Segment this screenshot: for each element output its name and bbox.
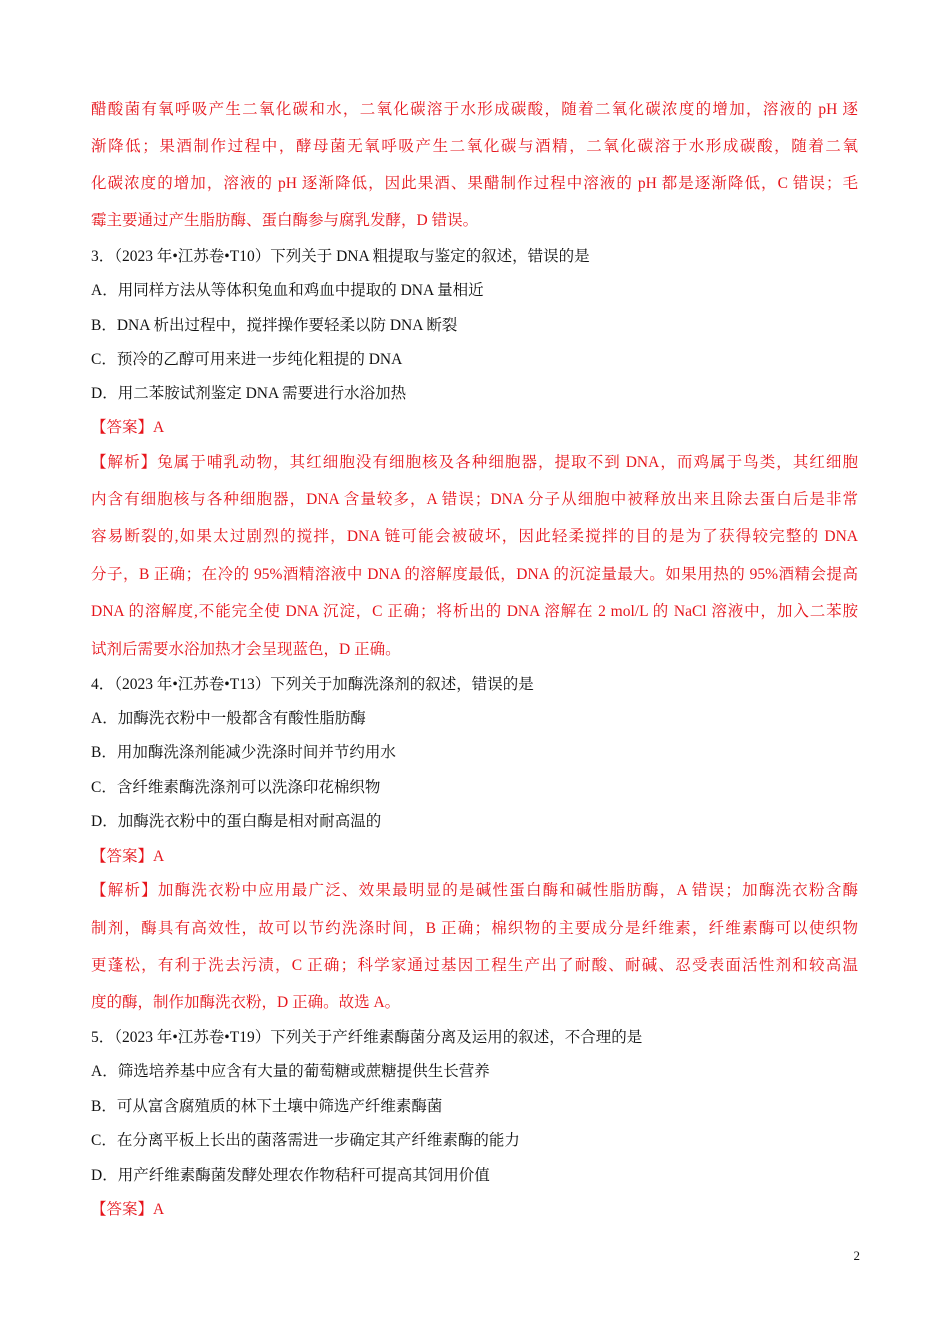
analysis-line	[91, 451, 858, 475]
option-d: D．加酶洗衣粉中的蛋白酶是相对耐高温的	[91, 813, 382, 830]
option-c: C．含纤维素酶洗涤剂可以洗涤印花棉织物	[91, 779, 381, 796]
option-d: D．用产纤维素酶菌发酵处理农作物秸秆可提高其饲用价值	[91, 1167, 490, 1184]
option-a: A．加酶洗衣粉中一般都含有酸性脂肪酶	[91, 710, 366, 727]
analysis-line: 度的酶，制作加酶洗衣粉，D 正确。故选 A。	[91, 994, 401, 1011]
answer-label: 【答案】	[91, 848, 154, 865]
analysis-line: 化碳浓度的增加，溶液的 pH 逐渐降低，因此果酒、果醋制作过程中溶液的 pH 都是逐渐降低，C 错误；毛	[91, 175, 858, 192]
answer-value: A	[153, 848, 165, 865]
question-stem: 3．（2023 年•江苏卷•T10）下列关于 DNA 粗提取与鉴定的叙述，错误的是	[91, 248, 590, 265]
answer-label: 【答案】	[91, 1201, 154, 1218]
option-a: A．筛选培养基中应含有大量的葡萄糖或蔗糖提供生长营养	[91, 1063, 490, 1080]
option-a: A．用同样方法从等体积兔血和鸡血中提取的 DNA 量相近	[91, 282, 484, 299]
analysis-line: 分子，B 正确；在冷的 95%酒精溶液中 DNA 的溶解度最低，DNA 的沉淀量最大。如果用热的 95%酒精会提高	[91, 566, 858, 583]
option-c: C．在分离平板上长出的菌落需进一步确定其产纤维素酶的能力	[91, 1132, 520, 1149]
analysis-line: 试剂后需要水浴加热才会呈现蓝色，D 正确。	[91, 641, 401, 658]
analysis-line: 容易断裂的,如果太过剧烈的搅拌，DNA 链可能会被破坏，因此轻柔搅拌的目的是为了获得较完整的 DNA	[91, 528, 858, 545]
analysis-line: DNA 的溶解度,不能完全使 DNA 沉淀，C 正确；将析出的 DNA 溶解在 2 mol/L 的 NaCl 溶液中，加入二苯胺	[91, 603, 858, 620]
analysis-text: 兔属于哺乳动物，其红细胞没有细胞核及各种细胞器，提取不到 DNA，而鸡属于鸟类，其红细胞	[157, 454, 858, 471]
answer-line	[91, 845, 858, 869]
analysis-line: 内含有细胞核与各种细胞器，DNA 含量较多，A 错误；DNA 分子从细胞中被释放出来且除去蛋白后是非常	[91, 491, 858, 508]
option-d: D．用二苯胺试剂鉴定 DNA 需要进行水浴加热	[91, 385, 407, 402]
analysis-line	[91, 879, 858, 903]
question-stem: 5．（2023 年•江苏卷•T19）下列关于产纤维素酶菌分离及运用的叙述，不合理的是	[91, 1029, 643, 1046]
analysis-line: 渐降低；果酒制作过程中，酵母菌无氧呼吸产生二氧化碳与酒精，二氧化碳溶于水形成碳酸，随着二氧	[91, 138, 858, 155]
analysis-label: 【解析】	[91, 454, 158, 471]
option-b: B．用加酶洗涤剂能减少洗涤时间并节约用水	[91, 744, 396, 761]
option-c: C．预冷的乙醇可用来进一步纯化粗提的 DNA	[91, 351, 403, 368]
analysis-text: 加酶洗衣粉中应用最广泛、效果最明显的是碱性蛋白酶和碱性脂肪酶，A 错误；加酶洗衣粉含酶	[157, 882, 858, 899]
page-number: 2	[853, 1248, 860, 1263]
option-b: B．可从富含腐殖质的林下土壤中筛选产纤维素酶菌	[91, 1098, 443, 1115]
option-b: B．DNA 析出过程中，搅拌操作要轻柔以防 DNA 断裂	[91, 317, 458, 334]
analysis-label: 【解析】	[91, 882, 158, 899]
analysis-line: 霉主要通过产生脂肪酶、蛋白酶参与腐乳发酵，D 错误。	[91, 212, 479, 229]
analysis-line: 更蓬松，有利于洗去污渍，C 正确；科学家通过基因工程生产出了耐酸、耐碱、忍受表面活性剂和较高温	[91, 957, 858, 974]
answer-value: A	[153, 1201, 165, 1218]
answer-line	[91, 1198, 858, 1222]
analysis-line: 醋酸菌有氧呼吸产生二氧化碳和水，二氧化碳溶于水形成碳酸，随着二氧化碳浓度的增加，溶液的 pH 逐	[91, 101, 858, 118]
answer-value: A	[153, 419, 165, 436]
answer-line	[91, 416, 858, 440]
question-stem: 4．（2023 年•江苏卷•T13）下列关于加酶洗涤剂的叙述，错误的是	[91, 676, 534, 693]
answer-label: 【答案】	[91, 419, 154, 436]
analysis-line: 制剂，酶具有高效性，故可以节约洗涤时间，B 正确；棉织物的主要成分是纤维素，纤维素酶可以使织物	[91, 920, 858, 937]
